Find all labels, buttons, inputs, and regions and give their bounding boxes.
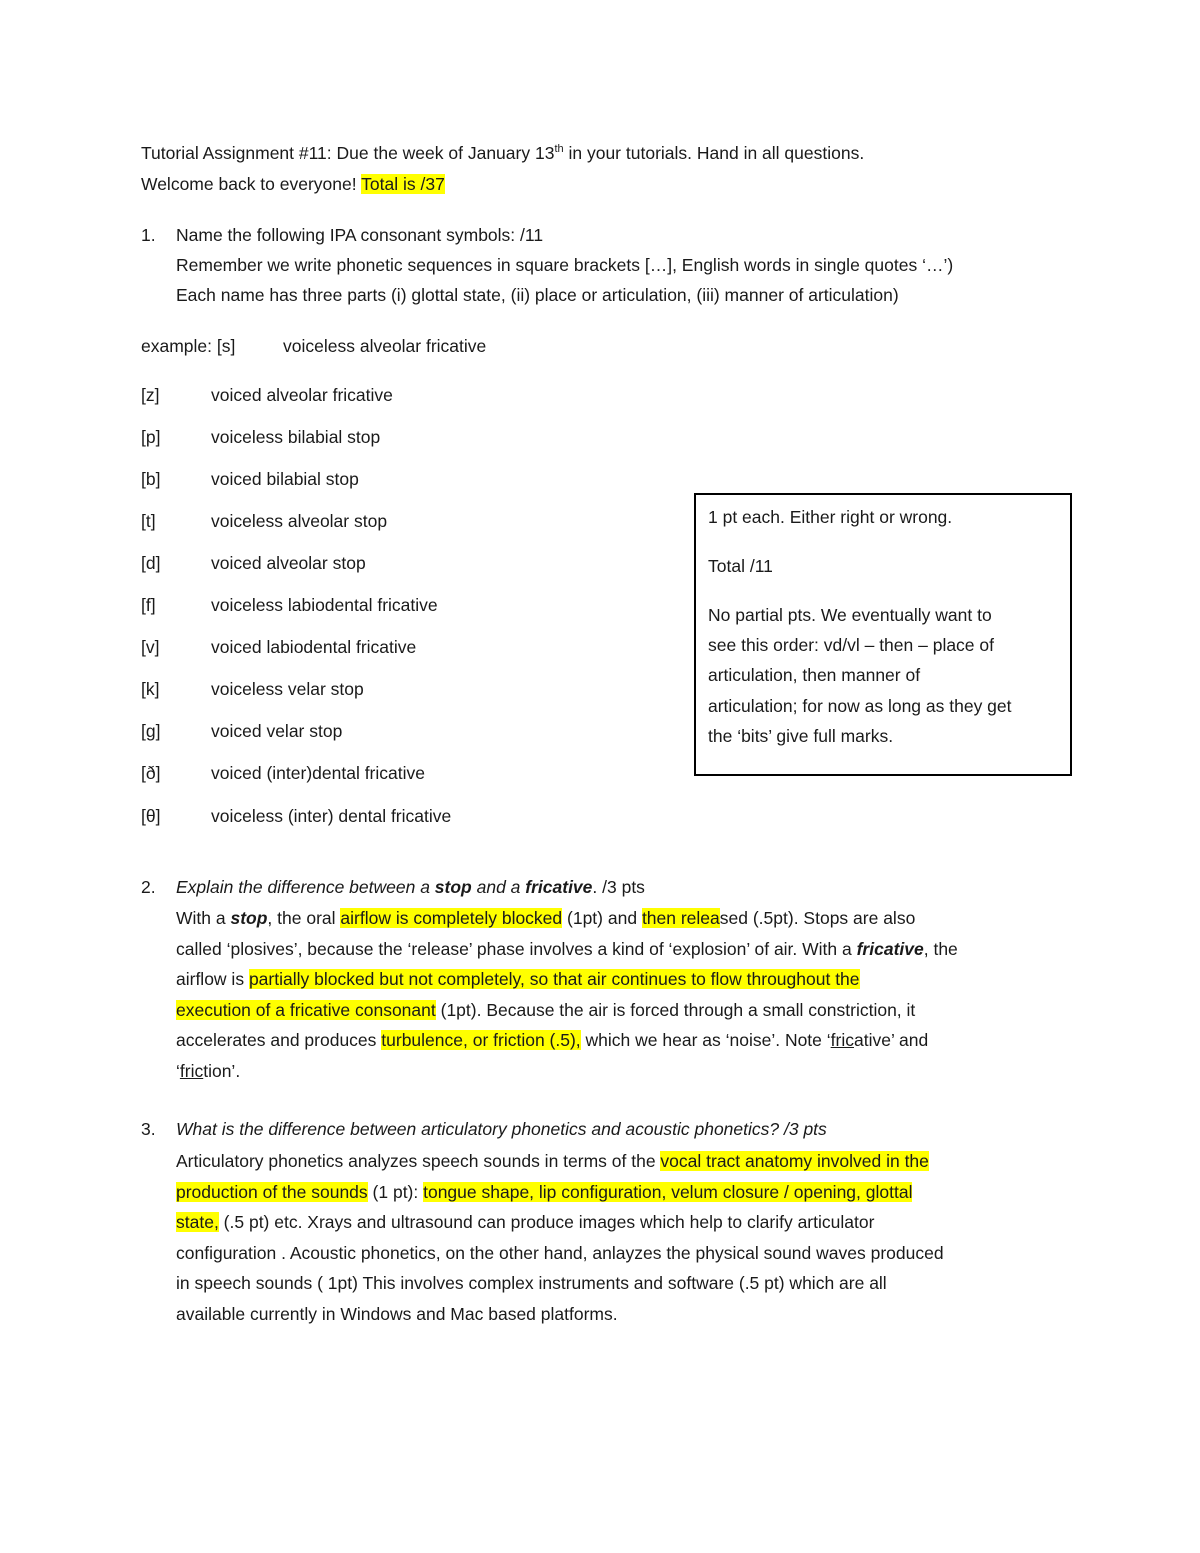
text: accelerates and produces (176, 1030, 382, 1050)
answer-line: available currently in Windows and Mac based platforms. (176, 1303, 618, 1324)
text: which we hear as ‘noise’. Note ‘ (580, 1030, 831, 1050)
text: tion’. (203, 1060, 241, 1081)
highlight: vocal tract anatomy involved in the (660, 1151, 929, 1171)
answer-line: in speech sounds ( 1pt) This involves complex instruments and software (.5 pt) which are all (176, 1273, 887, 1293)
text: With a (176, 908, 231, 928)
list-item (0, 595, 700, 619)
symbol-name: voiceless alveolar stop (211, 511, 388, 531)
total-score-highlight: Total is /37 (361, 174, 445, 194)
highlight: state, (176, 1212, 219, 1232)
answer-line (176, 1025, 958, 1056)
symbol-name: voiced alveolar stop (211, 553, 366, 573)
symbol-name: voiced velar stop (211, 721, 343, 741)
q2-answer (176, 903, 958, 1086)
ipa-symbol: [b] (141, 469, 161, 489)
list-item (0, 427, 700, 451)
answer-line (176, 995, 958, 1026)
symbol-name: voiceless velar stop (211, 679, 364, 699)
list-item (0, 721, 700, 745)
box-line: articulation; for now as long as they get (708, 696, 1012, 716)
box-line: Total /11 (708, 556, 773, 576)
text: (1pt) and (562, 908, 642, 928)
box-line: the ‘bits’ give full marks. (708, 726, 894, 746)
highlight: tongue shape, lip configuration, velum closure / opening, glottal (423, 1181, 913, 1202)
ipa-symbol: [d] (141, 553, 161, 573)
q2-question (176, 877, 645, 898)
welcome-text: Welcome back to everyone! (141, 174, 362, 194)
highlight: airflow is completely blocked (340, 908, 563, 928)
text: airflow is (176, 969, 249, 989)
symbol-name: voiced labiodental fricative (211, 637, 417, 657)
box-line: articulation, then manner of (708, 665, 921, 685)
ipa-symbol: [z] (141, 385, 160, 405)
list-item (0, 511, 700, 535)
symbol-name: voiced alveolar fricative (211, 385, 393, 405)
text: ative’ and (853, 1030, 929, 1050)
symbol-name: voiced (inter)dental fricative (211, 763, 425, 783)
box-line: No partial pts. We eventually want to (708, 605, 992, 625)
list-item (0, 679, 700, 703)
symbol-name: voiceless bilabial stop (211, 427, 381, 447)
text: , the oral (267, 908, 341, 928)
title-superscript: th (554, 143, 564, 156)
answer-line (176, 964, 958, 995)
title-text-rest: in your tutorials. Hand in all questions. (563, 143, 865, 163)
answer-line (176, 1056, 958, 1087)
q2-term-fricative: fricative (525, 877, 593, 897)
answer-line (176, 1207, 944, 1238)
symbol-name: voiced bilabial stop (211, 469, 359, 489)
example-label: example: [s] (141, 336, 236, 356)
q2-question-text: Explain the difference between a (176, 877, 435, 897)
highlight: execution of a fricative consonant (176, 999, 436, 1020)
symbol-name: voiceless (inter) dental fricative (211, 806, 452, 826)
q2-points: . /3 pts (592, 877, 645, 897)
list-item (0, 553, 700, 577)
underlined-text: fric (179, 1060, 204, 1081)
ipa-symbol: [t] (141, 511, 156, 531)
text: ‘ (176, 1060, 180, 1081)
highlight: turbulence, or friction (.5), (381, 1030, 581, 1050)
text: called ‘plosives’, because the ‘release’ phase involves a kind of ‘explosion’ of air. With a (176, 938, 857, 959)
answer-line (176, 1177, 944, 1208)
q3-question (176, 1119, 827, 1140)
ipa-symbol: [θ] (141, 806, 161, 826)
list-item (0, 637, 700, 661)
list-item (0, 806, 700, 830)
marking-note-box (694, 493, 1072, 776)
ipa-symbol: [ð] (141, 763, 161, 783)
q1-example (141, 336, 487, 357)
q3-number: 3. (141, 1119, 156, 1139)
term-stop: stop (230, 908, 268, 928)
text: Articulatory phonetics analyzes speech sounds in terms of the (176, 1151, 661, 1171)
q3-answer (176, 1146, 944, 1329)
welcome-line (141, 174, 445, 195)
assignment-title (141, 143, 864, 164)
q3-question-text: What is the difference between articulatory phonetics and acoustic phonetics? /3 pts (176, 1119, 827, 1139)
text: (.5 pt) etc. Xrays and ultrasound can produce images which help to clarify articulator (218, 1212, 875, 1232)
q2-question-text: and a (471, 877, 526, 897)
list-item (0, 469, 700, 493)
text: (1 pt): (367, 1181, 424, 1202)
box-line: see this order: vd/vl – then – place of (708, 635, 994, 655)
term-fricative: fricative (856, 938, 924, 959)
q1-prompt: Name the following IPA consonant symbols: /11 (176, 225, 544, 245)
symbol-name: voiceless labiodental fricative (211, 595, 438, 615)
answer-line (176, 903, 958, 934)
highlight: production of the sounds (176, 1181, 368, 1202)
q1-reminder: Remember we write phonetic sequences in square brackets […], English words in single quotes ‘…’) (176, 255, 954, 275)
underlined-text: fric (830, 1030, 854, 1050)
title-text: Tutorial Assignment #11: Due the week of January 13 (141, 143, 555, 163)
example-name: voiceless alveolar fricative (283, 336, 487, 356)
answer-line: configuration . Acoustic phonetics, on the other hand, anlayzes the physical sound waves produced (176, 1242, 944, 1263)
highlight: then relea (641, 908, 720, 928)
text: , the (923, 938, 958, 959)
list-item (0, 763, 700, 787)
ipa-symbol: [g] (141, 721, 161, 741)
text: sed (.5pt). Stops are also (719, 908, 916, 928)
list-item (0, 385, 700, 409)
ipa-symbol: [k] (141, 679, 160, 699)
answer-line (176, 1146, 944, 1177)
q2-number: 2. (141, 877, 156, 897)
highlight: partially blocked but not completely, so that air continues to flow throughout the (248, 969, 860, 989)
ipa-symbol: [p] (141, 427, 161, 447)
ipa-symbol: [f] (141, 595, 156, 615)
q1-number: 1. (141, 225, 156, 245)
box-line: 1 pt each. Either right or wrong. (708, 507, 953, 527)
ipa-symbol: [v] (141, 637, 160, 657)
text: (1pt). Because the air is forced through a small constriction, it (435, 999, 916, 1020)
q1-parts-note: Each name has three parts (i) glottal state, (ii) place or articulation, (iii) manner of articulation) (176, 285, 899, 305)
answer-line (176, 934, 958, 965)
q2-term-stop: stop (434, 877, 472, 897)
